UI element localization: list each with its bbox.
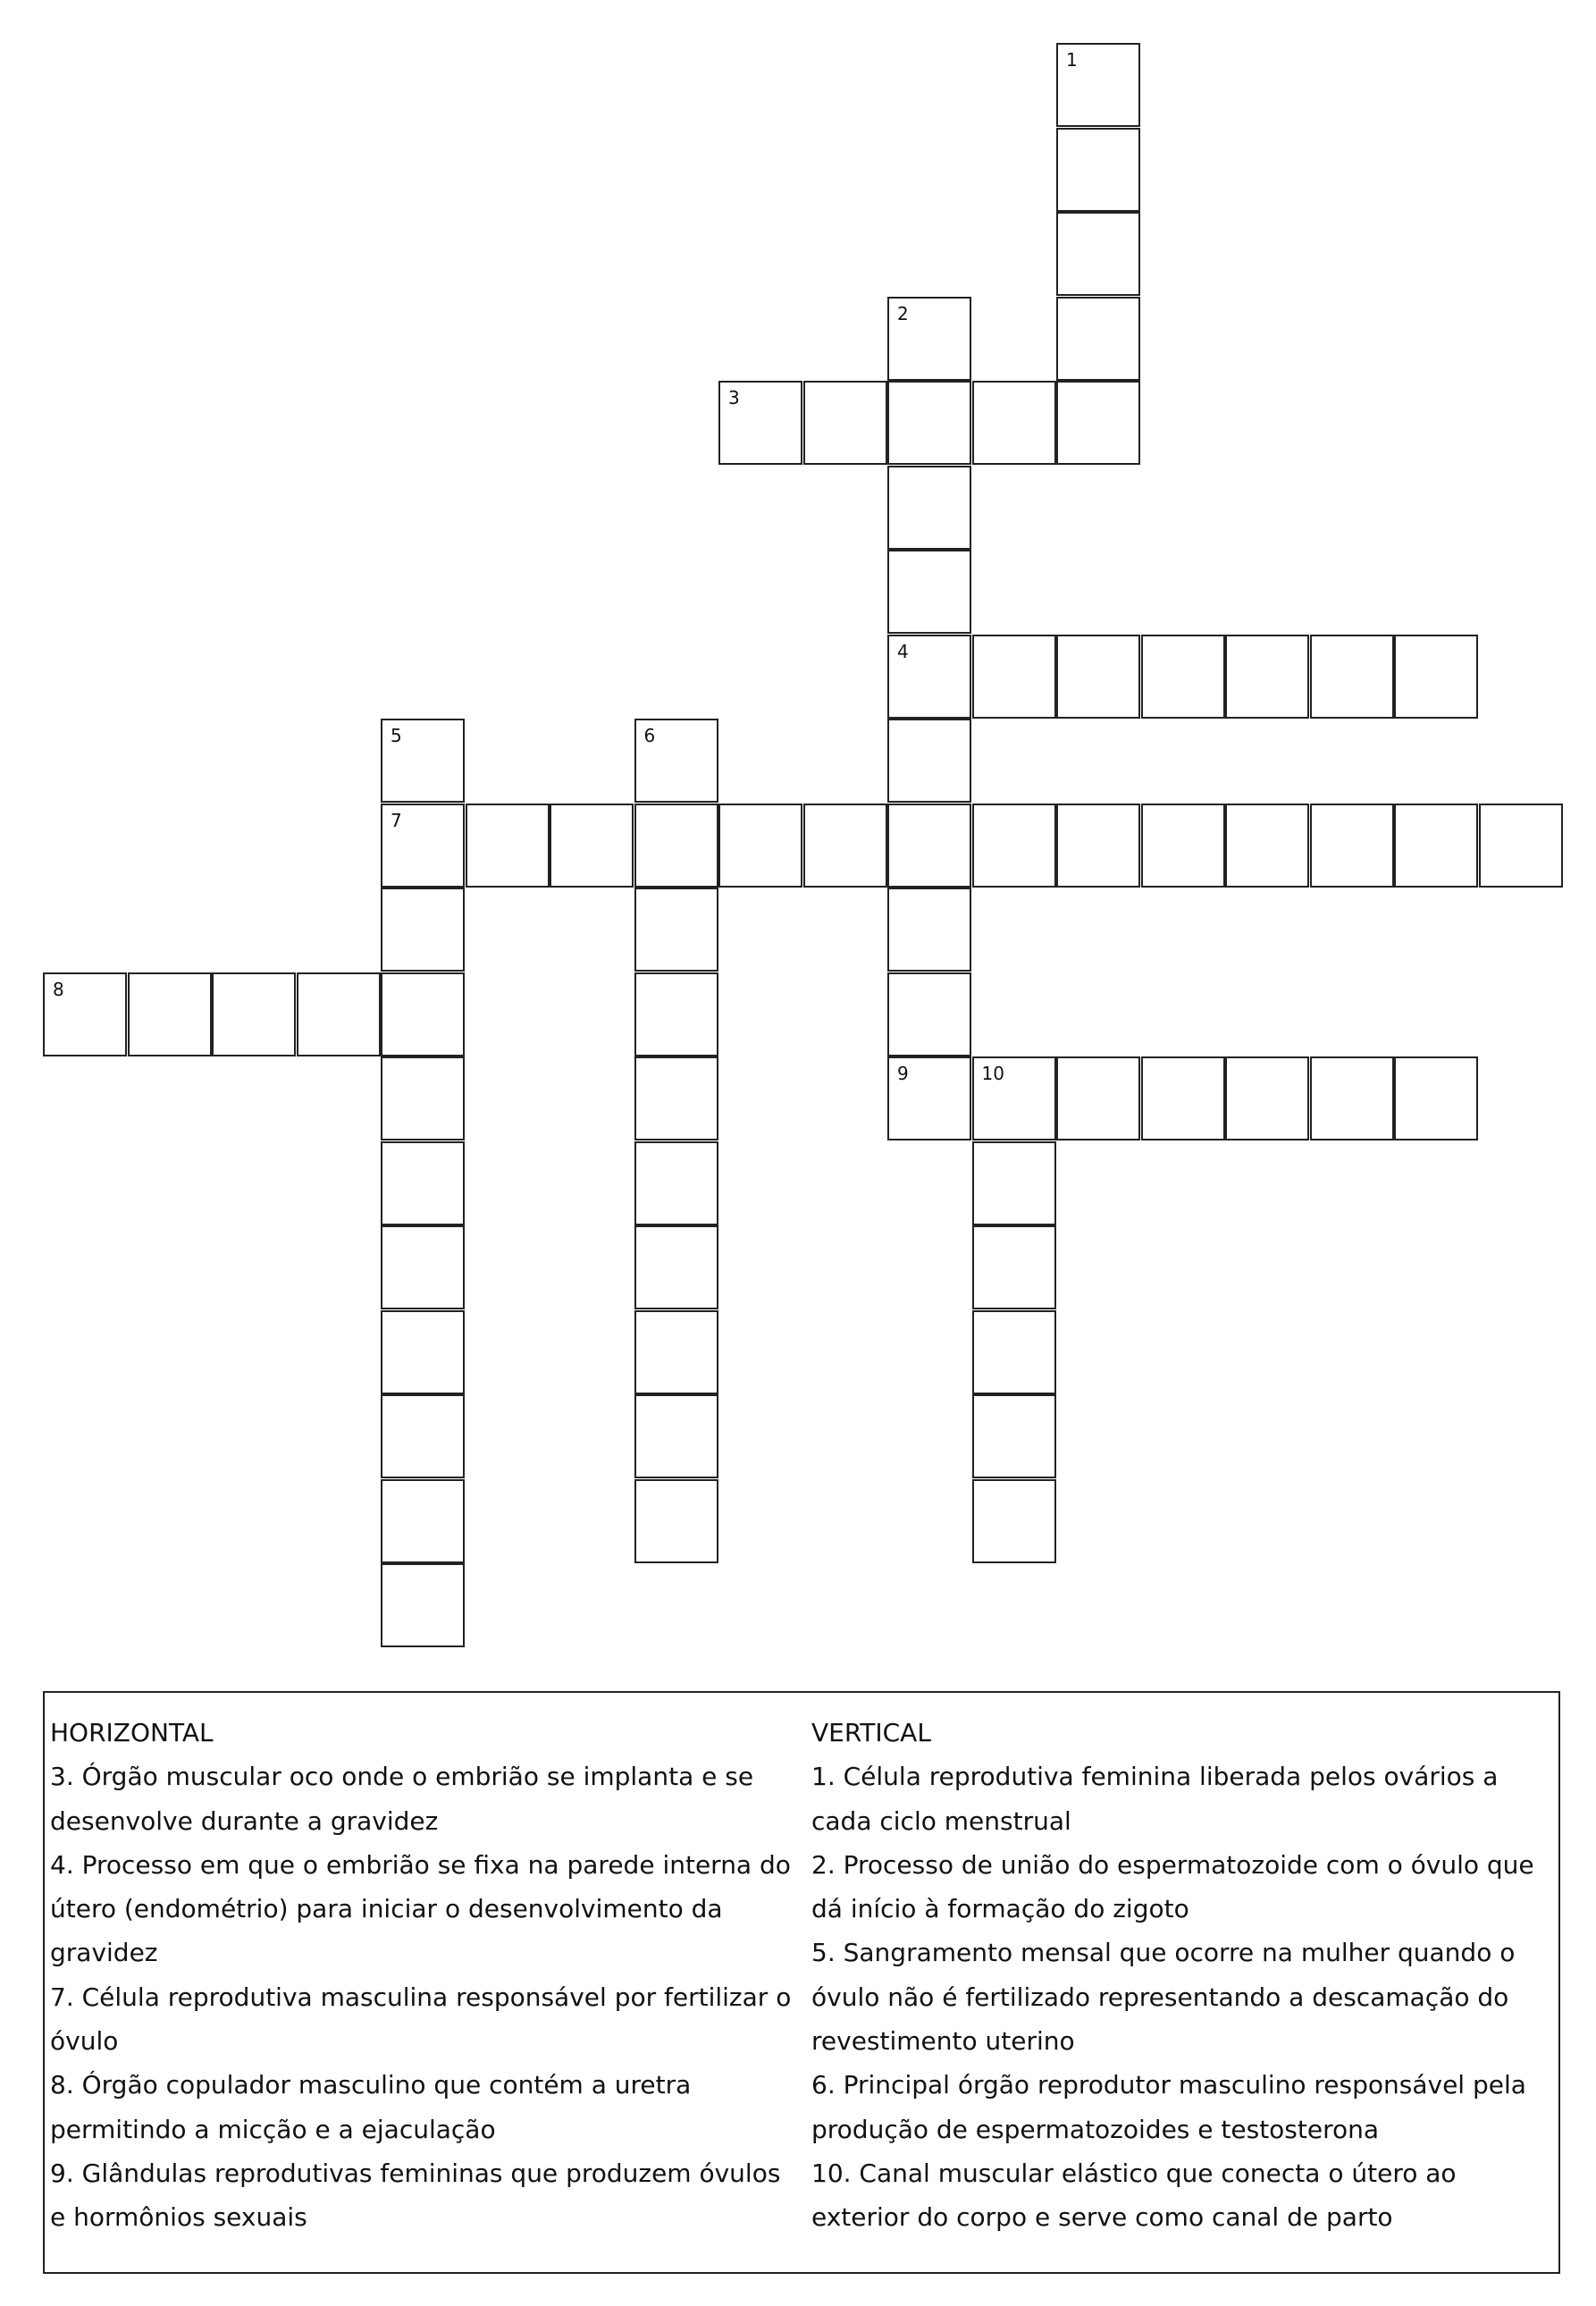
crossword-cell[interactable] [1479, 804, 1563, 888]
horizontal-title: HORIZONTAL [50, 1718, 214, 1747]
clue-number: 5 [391, 725, 402, 746]
crossword-cell[interactable] [972, 1310, 1056, 1394]
crossword-cell[interactable] [1056, 128, 1140, 212]
crossword-cell[interactable] [1394, 804, 1478, 888]
clue-horizontal-4: 4. Processo em que o embrião se fixa na parede interna do útero (endométrio) para iniciar o desenvolvimento da gravidez [50, 1849, 791, 1968]
crossword-cell[interactable] [972, 804, 1056, 888]
crossword-cell[interactable] [381, 1056, 465, 1140]
clue-number: 10 [981, 1063, 1004, 1084]
crossword-cell[interactable] [803, 804, 887, 888]
clue-horizontal-8: 8. Órgão copulador masculino que contém a uretra permitindo a micção e a ejaculação [50, 2070, 692, 2144]
crossword-cell[interactable] [297, 972, 381, 1056]
crossword-cell[interactable] [972, 1394, 1056, 1478]
crossword-cell[interactable] [381, 1563, 465, 1647]
crossword-cell[interactable] [1310, 635, 1394, 719]
clue-number: 8 [53, 978, 64, 1000]
crossword-cell[interactable] [381, 888, 465, 972]
clue-number: 2 [897, 302, 909, 324]
crossword-cell[interactable] [1056, 297, 1140, 381]
clue-vertical-10: 10. Canal muscular elástico que conecta o útero ao exterior do corpo e serve como canal de parto [811, 2158, 1457, 2233]
crossword-cell[interactable] [887, 297, 971, 381]
crossword-cell[interactable] [128, 972, 212, 1056]
crossword-cell[interactable] [1141, 804, 1225, 888]
crossword-cell[interactable] [887, 550, 971, 634]
crossword-cell[interactable] [1225, 804, 1309, 888]
crossword-cell[interactable] [550, 804, 634, 888]
crossword-cell[interactable] [887, 1056, 971, 1140]
crossword-cell[interactable] [1394, 1056, 1478, 1140]
crossword-cell[interactable] [1056, 635, 1140, 719]
clue-horizontal-3: 3. Órgão muscular oco onde o embrião se implanta e se desenvolve durante a gravidez [50, 1762, 754, 1836]
crossword-cell[interactable] [634, 972, 718, 1056]
crossword-cell[interactable] [381, 1225, 465, 1309]
crossword-cell[interactable] [1141, 1056, 1225, 1140]
crossword-cell[interactable] [634, 888, 718, 972]
crossword-cell[interactable] [972, 1225, 1056, 1309]
clue-number: 9 [897, 1063, 909, 1084]
crossword-cell[interactable] [1056, 804, 1140, 888]
crossword-cell[interactable] [1394, 635, 1478, 719]
crossword-cell[interactable] [381, 804, 465, 888]
crossword-cell[interactable] [887, 719, 971, 803]
crossword-cell[interactable] [972, 1141, 1056, 1225]
crossword-cell[interactable] [634, 1310, 718, 1394]
crossword-cell[interactable] [887, 635, 971, 719]
horizontal-clues [50, 1711, 792, 2240]
clue-vertical-1: 1. Célula reprodutiva feminina liberada pelos ovários a cada ciclo menstrual [811, 1762, 1499, 1836]
crossword-cell[interactable] [634, 804, 718, 888]
crossword-cell[interactable] [634, 719, 718, 803]
crossword-cell[interactable] [1141, 635, 1225, 719]
crossword-cell[interactable] [1310, 1056, 1394, 1140]
crossword-cell[interactable] [634, 1056, 718, 1140]
crossword-cell[interactable] [1056, 43, 1140, 127]
clue-number: 7 [391, 809, 402, 831]
clue-vertical-2: 2. Processo de união do espermatozoide com o óvulo que dá início à formação do zigoto [811, 1849, 1534, 1924]
crossword-cell[interactable] [1056, 381, 1140, 465]
clue-number: 1 [1066, 49, 1078, 71]
crossword-cell[interactable] [972, 381, 1056, 465]
crossword-cell[interactable] [887, 381, 971, 465]
crossword-cell[interactable] [634, 1479, 718, 1563]
crossword-cell[interactable] [466, 804, 550, 888]
clue-number: 3 [728, 387, 740, 408]
crossword-cell[interactable] [1056, 1056, 1140, 1140]
crossword-cell[interactable] [887, 888, 971, 972]
clue-vertical-5: 5. Sangramento mensal que ocorre na mulher quando o óvulo não é fertilizado representando a descamação do revestimento uterino [811, 1938, 1516, 2057]
crossword-cell[interactable] [381, 1479, 465, 1563]
crossword-cell[interactable] [972, 635, 1056, 719]
clue-horizontal-9: 9. Glândulas reprodutivas femininas que produzem óvulos e hormônios sexuais [50, 2158, 781, 2233]
crossword-cell[interactable] [718, 381, 802, 465]
crossword-cell[interactable] [381, 719, 465, 803]
crossword-cell[interactable] [1225, 635, 1309, 719]
crossword-cell[interactable] [972, 1479, 1056, 1563]
clues-box [43, 1691, 1560, 2274]
crossword-cell[interactable] [1056, 212, 1140, 296]
crossword-cell[interactable] [212, 972, 296, 1056]
crossword-cell[interactable] [718, 804, 802, 888]
crossword-cell[interactable] [634, 1394, 718, 1478]
vertical-clues [811, 1711, 1553, 2240]
crossword-cell[interactable] [381, 1394, 465, 1478]
crossword-cell[interactable] [972, 1056, 1056, 1140]
clue-vertical-6: 6. Principal órgão reprodutor masculino responsável pela produção de espermatozoides e testosterona [811, 2070, 1526, 2144]
crossword-cell[interactable] [803, 381, 887, 465]
crossword-cell[interactable] [381, 1141, 465, 1225]
clue-number: 4 [897, 640, 909, 662]
vertical-title: VERTICAL [811, 1718, 931, 1747]
crossword-cell[interactable] [634, 1141, 718, 1225]
clue-horizontal-7: 7. Célula reprodutiva masculina responsável por fertilizar o óvulo [50, 1982, 792, 2057]
crossword-cell[interactable] [887, 972, 971, 1056]
crossword-cell[interactable] [634, 1225, 718, 1309]
crossword-cell[interactable] [381, 972, 465, 1056]
clue-number: 6 [643, 725, 656, 746]
crossword-cell[interactable] [381, 1310, 465, 1394]
crossword-cell[interactable] [1310, 804, 1394, 888]
crossword-cell[interactable] [1225, 1056, 1309, 1140]
crossword-cell[interactable] [887, 466, 971, 550]
crossword-cell[interactable] [43, 972, 127, 1056]
crossword-cell[interactable] [887, 804, 971, 888]
